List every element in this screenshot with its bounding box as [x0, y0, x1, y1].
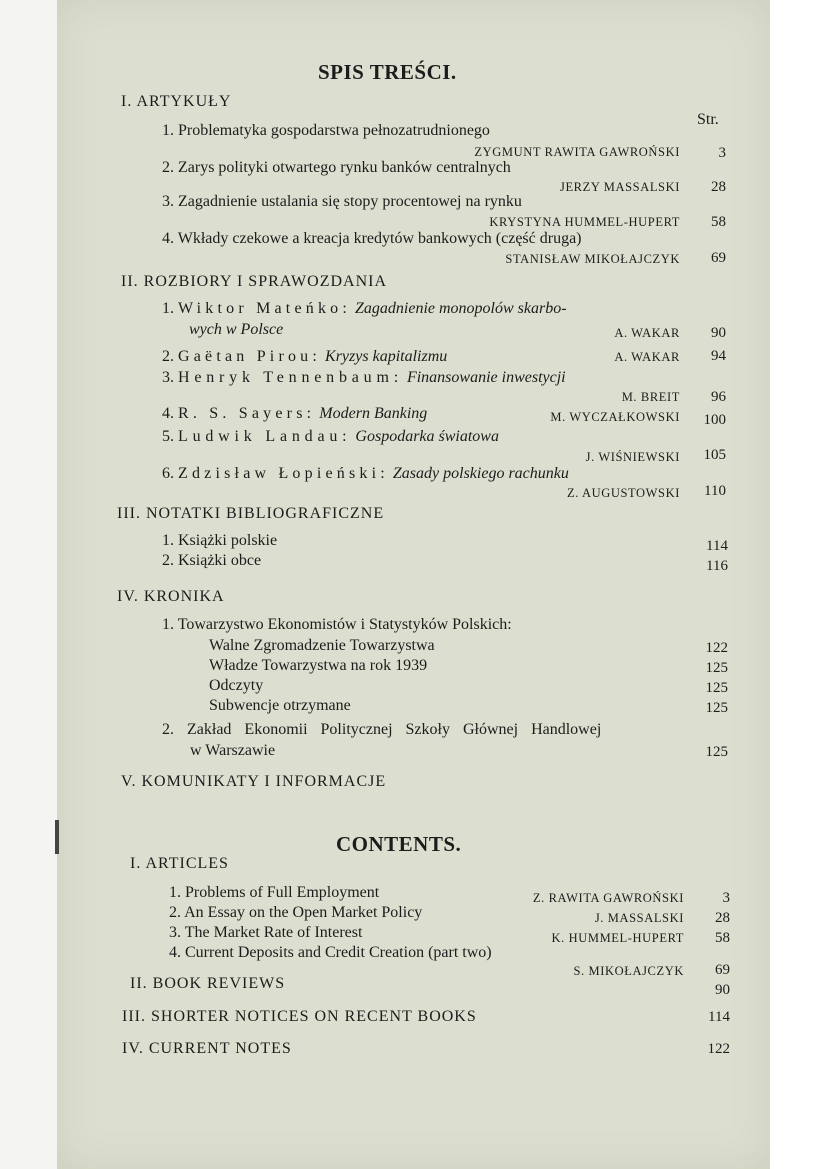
reviewed-work: Finansowanie inwestycji	[406, 369, 566, 386]
review-entry	[162, 348, 447, 366]
page-column-label: Str.	[697, 111, 719, 128]
review-number: 5.	[162, 428, 174, 445]
toc-entry-author: A. WAKAR	[614, 350, 680, 364]
toc-title-en: CONTENTS.	[336, 832, 462, 856]
toc-entry-author: A. WAKAR	[614, 326, 680, 340]
toc-entry-page: 28	[715, 910, 730, 926]
section-notices-en: III. SHORTER NOTICES ON RECENT BOOKS	[122, 1008, 477, 1025]
review-number: 6.	[162, 465, 174, 482]
toc-entry-page: 94	[711, 348, 726, 364]
review-entry	[162, 369, 566, 387]
toc-entry-title: 1. Towarzystwo Ekonomistów i Statystyków Polskich:	[162, 616, 512, 633]
toc-entry-page: 125	[705, 700, 728, 716]
toc-entry-author: JERZY MASSALSKI	[559, 180, 680, 194]
toc-entry-author: Z. AUGUSTOWSKI	[566, 486, 680, 500]
section-announcements-pl: V. KOMUNIKATY I INFORMACJE	[121, 773, 387, 790]
reviewed-work: Zagadnienie monopolów skarbo-	[355, 300, 567, 317]
toc-title-pl: SPIS TREŚCI.	[318, 60, 457, 84]
toc-entry-title: 1. Problems of Full Employment	[169, 884, 380, 901]
section-bibliography-pl: III. NOTATKI BIBLIOGRAFICZNE	[117, 505, 385, 522]
toc-entry-page: 114	[708, 1009, 730, 1025]
toc-entry-page: 69	[715, 962, 730, 978]
review-number: 1.	[162, 300, 174, 317]
toc-entry-page: 125	[705, 660, 728, 676]
toc-entry-page: 90	[715, 982, 730, 998]
toc-subentry: Odczyty	[209, 677, 264, 694]
toc-entry-title-continued: w Warszawie	[190, 742, 276, 759]
section-current-notes-en: IV. CURRENT NOTES	[122, 1040, 292, 1057]
toc-subentry: Władze Towarzystwa na rok 1939	[209, 657, 428, 674]
toc-entry-author: J. WIŚNIEWSKI	[585, 450, 680, 464]
toc-entry-author: S. MIKOŁAJCZYK	[573, 964, 684, 978]
toc-entry-page: 110	[704, 483, 726, 499]
toc-entry-page: 125	[705, 744, 728, 760]
toc-entry-author: STANISŁAW MIKOŁAJCZYK	[505, 252, 680, 266]
toc-entry-author: Z. RAWITA GAWROŃSKI	[532, 891, 684, 905]
toc-entry-page: 96	[711, 389, 726, 405]
toc-entry-author: M. WYCZAŁKOWSKI	[550, 410, 680, 424]
toc-entry-page: 69	[711, 250, 726, 266]
toc-entry-page: 58	[715, 930, 730, 946]
toc-entry-title: 2. An Essay on the Open Market Policy	[169, 904, 423, 921]
section-articles-pl: I. ARTYKUŁY	[121, 93, 232, 110]
reviewed-author: Wiktor Mateńko:	[178, 300, 351, 317]
toc-entry-page: 105	[703, 447, 726, 463]
reviewed-work: Zasady polskiego rachunku	[392, 465, 569, 482]
toc-entry-page: 125	[705, 680, 728, 696]
reviewed-work: Kryzys kapitalizmu	[325, 348, 448, 365]
toc-entry-title: 2. Książki obce	[162, 552, 262, 569]
toc-subentry: Subwencje otrzymane	[209, 697, 351, 714]
toc-entry-page: 122	[707, 1041, 730, 1057]
reviewed-work-continued: wych w Polsce	[189, 321, 284, 338]
toc-entry-page: 3	[722, 890, 730, 906]
binding-mark	[55, 820, 59, 854]
toc-entry-page: 28	[711, 179, 726, 195]
toc-entry-title: 2. Zakład Ekonomii Politycznej Szkoły Głównej Handlowej	[162, 721, 602, 738]
reviewed-work: Gospodarka światowa	[355, 428, 499, 445]
page-margin-strip	[0, 0, 57, 1169]
reviewed-work: Modern Banking	[319, 405, 428, 422]
review-number: 2.	[162, 348, 174, 365]
reviewed-author: Zdzisław Łopieński:	[178, 465, 389, 482]
reviewed-author: Henryk Tennenbaum:	[178, 369, 403, 386]
review-number: 3.	[162, 369, 174, 386]
reviewed-author: Gaëtan Pirou:	[178, 348, 322, 365]
toc-entry-title: 2. Zarys polityki otwartego rynku banków centralnych	[162, 159, 511, 176]
toc-entry-title: 4. Current Deposits and Credit Creation (part two)	[169, 944, 492, 961]
toc-entry-author: J. MASSALSKI	[594, 911, 684, 925]
reviewed-author: R. S. Sayers:	[178, 405, 316, 422]
review-number: 4.	[162, 405, 174, 422]
toc-subentry: Walne Zgromadzenie Towarzystwa	[209, 637, 435, 654]
toc-entry-page: 122	[705, 640, 728, 656]
section-reviews-en: II. BOOK REVIEWS	[130, 975, 286, 992]
section-articles-en: I. ARTICLES	[130, 855, 229, 872]
section-reviews-pl: II. ROZBIORY I SPRAWOZDANIA	[121, 273, 388, 290]
toc-entry-page: 100	[703, 412, 726, 428]
review-entry	[162, 300, 567, 318]
review-entry	[162, 465, 569, 483]
toc-entry-page: 116	[706, 558, 728, 574]
toc-entry-title: 3. Zagadnienie ustalania się stopy procentowej na rynku	[162, 193, 522, 210]
toc-entry-title: 1. Książki polskie	[162, 532, 278, 549]
review-entry	[162, 405, 427, 423]
toc-entry-author: K. HUMMEL-HUPERT	[551, 931, 684, 945]
toc-entry-page: 58	[711, 214, 726, 230]
reviewed-author: Ludwik Landau:	[178, 428, 352, 445]
toc-entry-title: 4. Wkłady czekowe a kreacja kredytów bankowych (część druga)	[162, 230, 582, 247]
toc-entry-page: 3	[718, 145, 726, 161]
toc-entry-title: 3. The Market Rate of Interest	[169, 924, 363, 941]
toc-entry-author: M. BREIT	[621, 390, 680, 404]
toc-entry-author: KRYSTYNA HUMMEL-HUPERT	[489, 215, 680, 229]
review-entry	[162, 428, 499, 446]
toc-entry-page: 114	[706, 538, 728, 554]
section-chronicle-pl: IV. KRONIKA	[117, 588, 225, 605]
toc-entry-title: 1. Problematyka gospodarstwa pełnozatrudnionego	[162, 122, 490, 139]
toc-entry-author: ZYGMUNT RAWITA GAWROŃSKI	[474, 145, 680, 159]
toc-entry-page: 90	[711, 325, 726, 341]
